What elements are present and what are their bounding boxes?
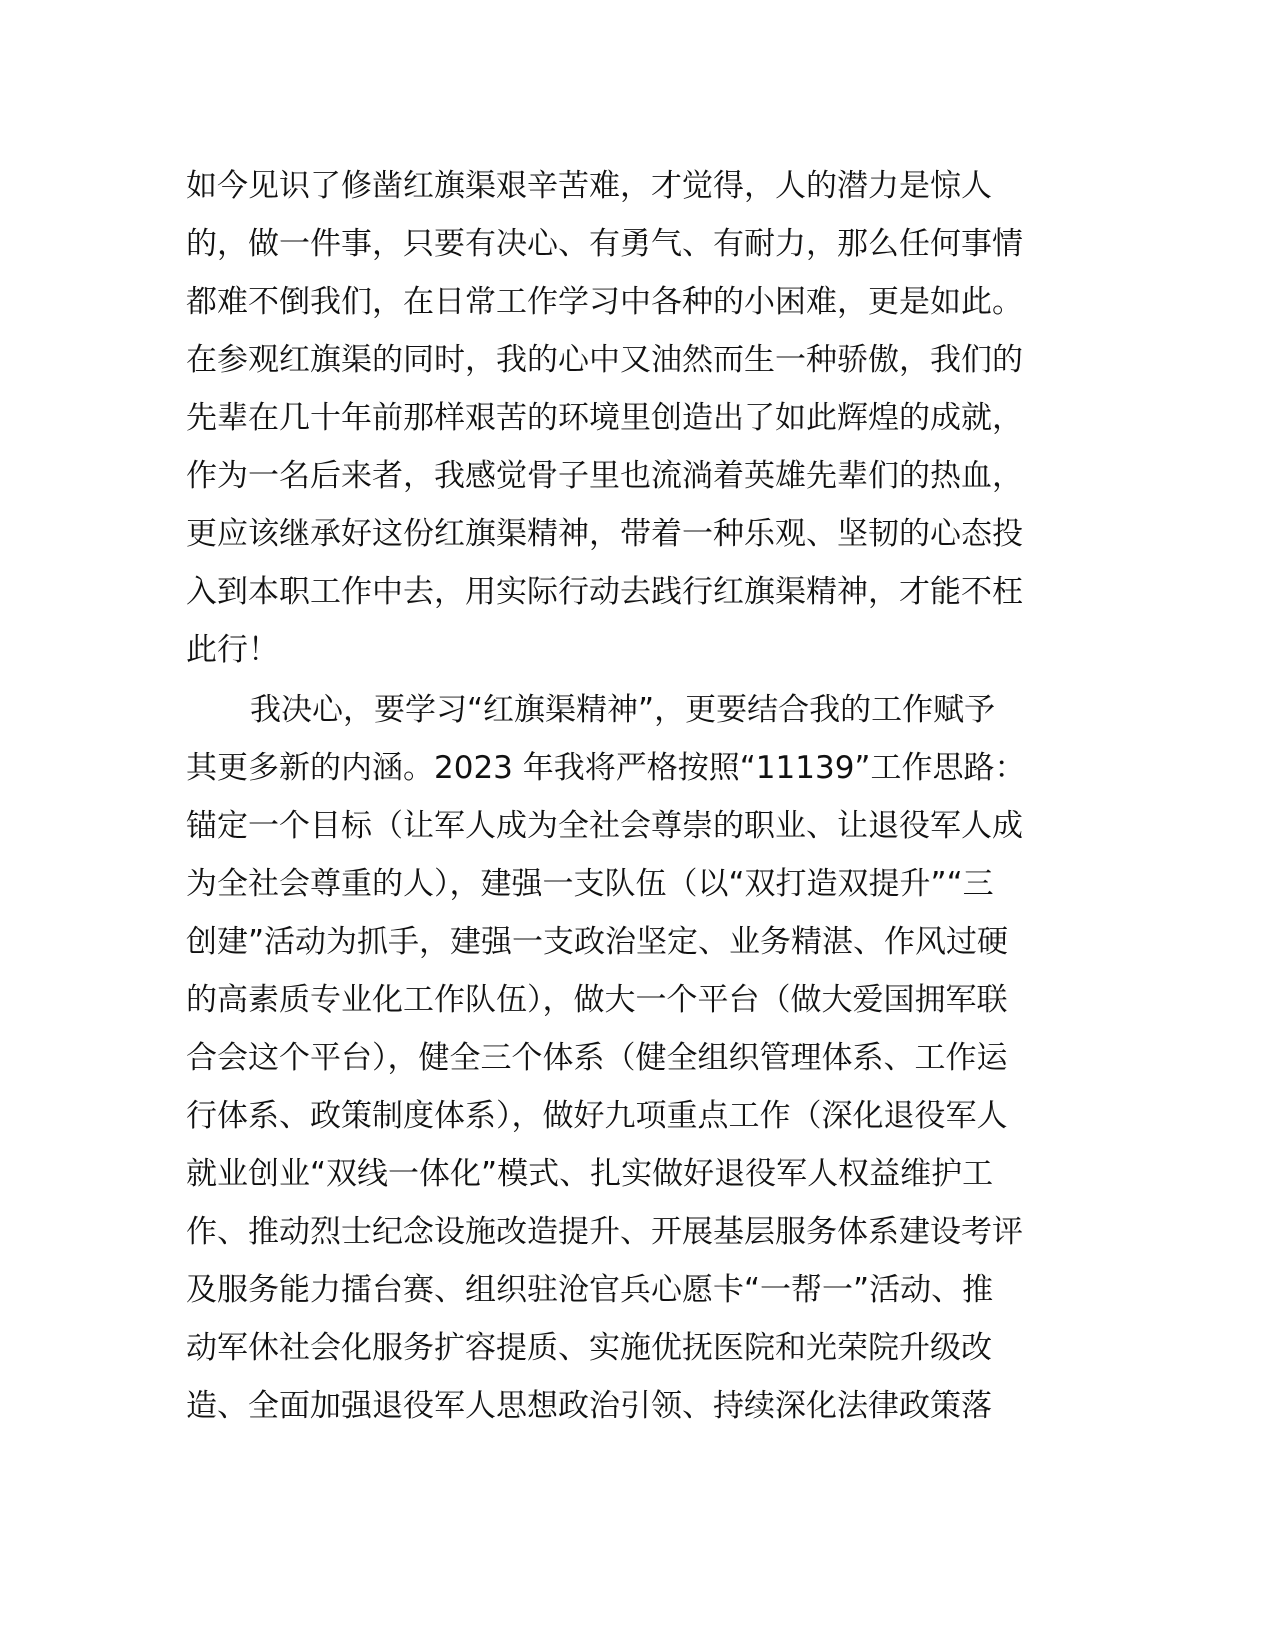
text-line: 都难不倒我们，在日常工作学习中各种的小困难，更是如此。 (186, 284, 1023, 320)
text-line: 锚定一个目标（让军人成为全社会尊崇的职业、让退役军人成 (186, 808, 1023, 844)
text-line: 及服务能力擂台赛、组织驻沧官兵心愿卡“一帮一”活动、推 (186, 1272, 994, 1308)
text-line: 入到本职工作中去，用实际行动去践行红旗渠精神，才能不枉 (186, 574, 1023, 610)
text-line: 的，做一件事，只要有决心、有勇气、有耐力，那么任何事情 (186, 226, 1023, 262)
text-line: 此行！ (186, 632, 279, 668)
text-line: 为全社会尊重的人），建强一支队伍（以“双打造双提升”“三 (186, 866, 994, 902)
text-line: 就业创业“双线一体化”模式、扎实做好退役军人权益维护工 (186, 1156, 994, 1192)
text-line: 的高素质专业化工作队伍），做大一个平台（做大爱国拥军联 (186, 982, 1008, 1018)
text-line: 作为一名后来者，我感觉骨子里也流淌着英雄先辈们的热血， (186, 458, 1023, 494)
paragraph-2 (186, 681, 1086, 1435)
text-line: 行体系、政策制度体系），做好九项重点工作（深化退役军人 (186, 1098, 1008, 1134)
document-body (186, 157, 1086, 1435)
text-line-first: 我决心，要学习“红旗渠精神”，更要结合我的工作赋予 (250, 692, 996, 728)
text-line: 如今见识了修凿红旗渠艰辛苦难，才觉得，人的潜力是惊人 (186, 168, 992, 204)
text-line: 先辈在几十年前那样艰苦的环境里创造出了如此辉煌的成就， (186, 400, 1023, 436)
text-line: 动军休社会化服务扩容提质、实施优抚医院和光荣院升级改 (186, 1330, 992, 1366)
text-line: 在参观红旗渠的同时，我的心中又油然而生一种骄傲，我们的 (186, 342, 1023, 378)
paragraph-1 (186, 157, 1086, 679)
text-line: 其更多新的内涵。2023 年我将严格按照“11139”工作思路： (186, 750, 1026, 786)
text-line: 造、全面加强退役军人思想政治引领、持续深化法律政策落 (186, 1388, 992, 1424)
text-line: 创建”活动为抓手，建强一支政治坚定、业务精湛、作风过硬 (186, 924, 1009, 960)
text-line: 合会这个平台），健全三个体系（健全组织管理体系、工作运 (186, 1040, 1008, 1076)
text-line: 作、推动烈士纪念设施改造提升、开展基层服务体系建设考评 (186, 1214, 1023, 1250)
text-line: 更应该继承好这份红旗渠精神，带着一种乐观、坚韧的心态投 (186, 516, 1023, 552)
